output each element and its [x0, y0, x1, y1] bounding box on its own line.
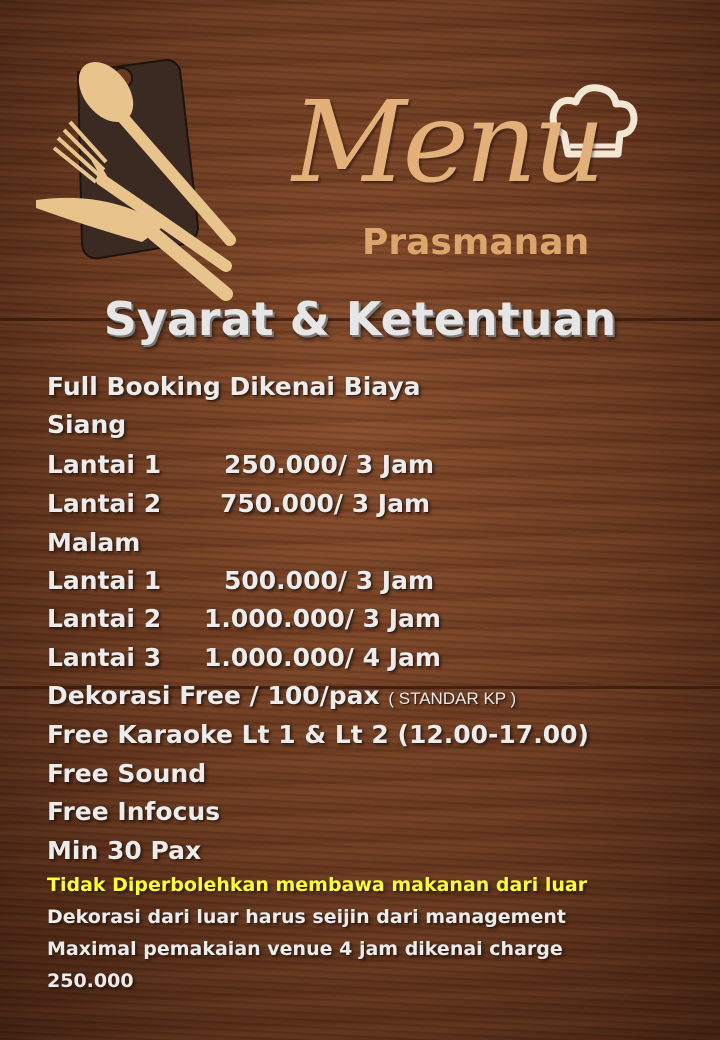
page-title: Syarat & Ketentuan — [103, 292, 617, 346]
malam-floor-1: Lantai 1 — [47, 566, 162, 595]
malam-price-3: 1.000.000/ 4 Jam — [204, 643, 441, 672]
karaoke-text: Free Karaoke Lt 1 & Lt 2 (12.00-17.00) — [47, 720, 589, 749]
dekorasi-label: Dekorasi Free / 100/pax — [47, 681, 380, 710]
malam-label: Malam — [47, 528, 141, 557]
malam-floor-2: Lantai 2 — [47, 604, 162, 633]
infocus-text: Free Infocus — [47, 797, 221, 826]
maximal-text-line1: Maximal pemakaian venue 4 jam dikenai charge — [47, 938, 563, 960]
malam-price-1: 500.000/ 3 Jam — [224, 566, 435, 595]
malam-floor-3: Lantai 3 — [47, 643, 162, 672]
warning-text: Tidak Diperbolehkan membawa makanan dari luar — [47, 874, 588, 896]
min-pax-text: Min 30 Pax — [47, 836, 202, 865]
siang-label: Siang — [47, 410, 127, 439]
sound-text: Free Sound — [47, 759, 207, 788]
siang-price-2: 750.000/ 3 Jam — [220, 489, 431, 518]
dekorasi-luar-text: Dekorasi dari luar harus seijin dari management — [47, 906, 566, 928]
cutlery-icon — [30, 30, 280, 310]
siang-floor-1: Lantai 1 — [47, 450, 162, 479]
intro-text: Full Booking Dikenai Biaya — [47, 372, 421, 401]
dekorasi-note: ( STANDAR KP ) — [388, 689, 517, 708]
siang-floor-2: Lantai 2 — [47, 489, 162, 518]
malam-price-2: 1.000.000/ 3 Jam — [204, 604, 441, 633]
maximal-text-line2: 250.000 — [47, 970, 134, 992]
dekorasi-text — [47, 681, 516, 710]
menu-subtitle: Prasmanan — [362, 222, 590, 263]
menu-logo-text: Menu — [292, 78, 602, 208]
siang-price-1: 250.000/ 3 Jam — [224, 450, 435, 479]
